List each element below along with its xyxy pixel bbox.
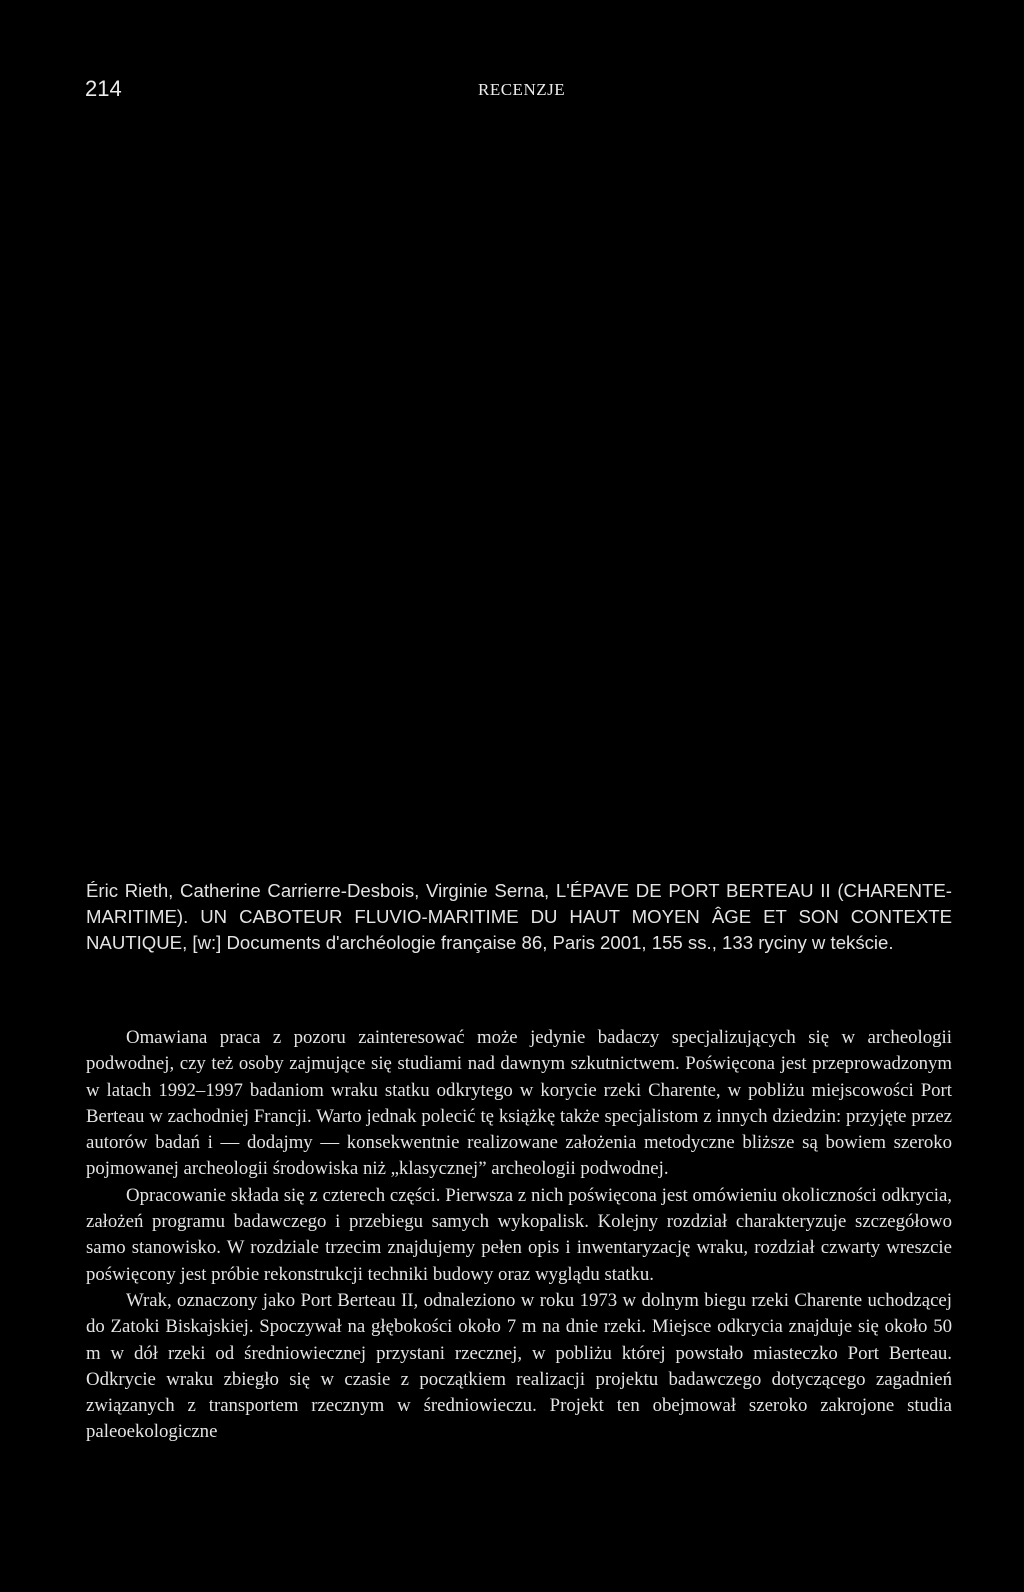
paragraph: Wrak, oznaczony jako Port Berteau II, odnaleziono w roku 1973 w dolnym biegu rzeki Charente uchodzącej do Zatoki Biskajskiej. Spoczywał na głębokości około 7 m na dnie rzeki. Miejsce odkrycia znajduje się około 50 m w dół rzeki od średniowiecznej przystani rzecznej, w pobliżu której powstało miasteczko Port Berteau. Odkrycie wraku zbiegło się w czasie z początkiem realizacji projektu badawczego dotyczącego zagadnień związanych z transportem rzecznym w średniowieczu. Projekt ten obejmował szeroko zakrojone studia paleoekologiczne <box>86 1289 952 1443</box>
paragraph: Omawiana praca z pozoru zainteresować może jedynie badaczy specjalizujących się w archeologii podwodnej, czy też osoby zajmujące się studiami nad dawnym szkutnictwem. Poświęcona jest przeprowadzonym w latach 1992–1997 badaniom wraku statku odkrytego w korycie rzeki Charente, w pobliżu miejscowości Port Berteau w zachodniej Francji. Warto jednak polecić tę książkę także specjalistom z innych dziedzin: przyjęte przez autorów badań i — dodajmy — konsekwentnie realizowane założenia metodyczne bliższe są bowiem szeroko pojmowanej archeologii środowiska niż „klasycznej” archeologii podwodnej. <box>86 1027 952 1180</box>
paragraph: Opracowanie składa się z czterech części. Pierwsza z nich poświęcona jest omówieniu okoliczności odkrycia, założeń programu badawczego i przebiegu samych wykopalisk. Kolejny rozdział charakteryzuje szczegółowo samo stanowisko. W rozdziale trzecim znajdujemy pełen opis i inwentaryzację wraku, rozdział czwarty wreszcie poświęcony jest próbie rekonstrukcji techniki budowy oraz wyglądu statku. <box>86 1184 952 1285</box>
page-number: 214 <box>85 76 122 101</box>
running-head: RECENZJE <box>478 80 566 99</box>
review-body <box>86 1025 952 1446</box>
bibliographic-entry: Éric Rieth, Catherine Carrierre-Desbois, Virginie Serna, L'ÉPAVE DE PORT BERTEAU II (CHARENTE-MARITIME). UN CABOTEUR FLUVIO-MARITIME DU HAUT MOYEN ÂGE ET SON CONTEXTE NAUTIQUE, [w:] Documents d'archéologie française 86, Paris 2001, 155 ss., 133 ryciny w tekście. <box>86 880 952 953</box>
